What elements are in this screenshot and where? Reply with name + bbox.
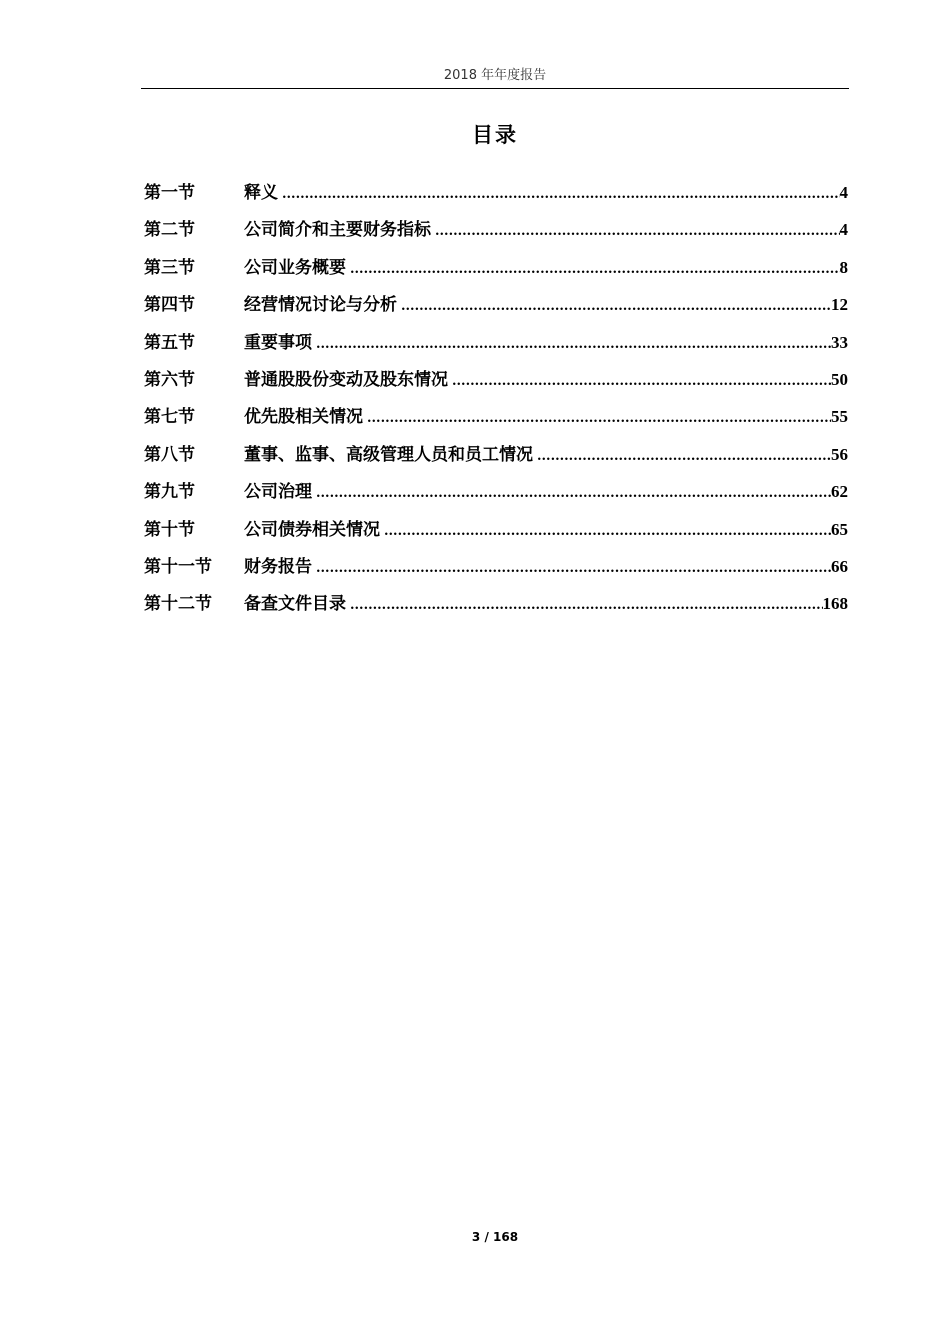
toc-page-number[interactable]: 12: [831, 295, 848, 315]
toc-section-number: 第三节: [144, 257, 195, 278]
toc-leader-dots: [350, 591, 823, 621]
toc-entry-7[interactable]: [144, 402, 848, 439]
toc-section-title[interactable]: 优先股相关情况: [244, 407, 363, 428]
page-footer: [0, 1230, 950, 1244]
toc-section-number: 第二节: [144, 220, 195, 241]
toc-entry-5[interactable]: [144, 328, 848, 365]
toc-page-number[interactable]: 33: [831, 332, 848, 352]
toc-section-number: 第一节: [144, 183, 195, 203]
toc-page-number[interactable]: 4: [839, 183, 848, 202]
toc-entry-12[interactable]: [144, 589, 848, 626]
toc-page-number[interactable]: 62: [831, 482, 848, 502]
toc-section-number: 第八节: [144, 444, 195, 465]
toc-page-number[interactable]: 56: [831, 444, 848, 464]
toc-entry-8[interactable]: [144, 440, 848, 477]
toc-entry-9[interactable]: [144, 477, 848, 514]
toc-entry-6[interactable]: [144, 365, 848, 402]
toc-entry-4[interactable]: [144, 290, 848, 327]
toc-leader-dots: [316, 479, 831, 509]
toc-leader-dots: [537, 442, 831, 472]
toc-leader-dots: [367, 404, 831, 434]
toc-leader-dots: [316, 330, 831, 360]
toc-section-title[interactable]: 经营情况讨论与分析: [244, 295, 397, 316]
toc-section-title[interactable]: 释义: [244, 183, 278, 203]
toc-section-number: 第十二节: [144, 594, 212, 615]
table-of-contents: [144, 178, 848, 627]
toc-entry-10[interactable]: [144, 515, 848, 552]
toc-page-number[interactable]: 55: [831, 407, 848, 427]
toc-page-number[interactable]: 65: [831, 519, 848, 539]
toc-leader-dots: [435, 217, 840, 247]
page-header: [141, 66, 849, 89]
toc-page-number[interactable]: 4: [839, 220, 848, 240]
page-indicator: 3 / 168: [471, 1230, 519, 1244]
toc-leader-dots: [350, 255, 840, 285]
toc-section-title[interactable]: 普通股股份变动及股东情况: [244, 369, 448, 390]
toc-section-title[interactable]: 备查文件目录: [244, 594, 346, 615]
toc-section-title[interactable]: 财务报告: [244, 556, 312, 577]
toc-page-number[interactable]: 66: [831, 556, 848, 576]
toc-section-number: 第十节: [144, 519, 195, 540]
toc-section-title[interactable]: 公司债券相关情况: [244, 519, 380, 540]
toc-section-number: 第五节: [144, 332, 195, 353]
toc-entry-3[interactable]: [144, 253, 848, 290]
toc-page-number[interactable]: 168: [822, 594, 848, 614]
toc-entry-2[interactable]: [144, 215, 848, 252]
toc-title: 目录: [472, 122, 518, 147]
toc-section-title[interactable]: 公司业务概要: [244, 257, 346, 278]
toc-section-title[interactable]: 公司简介和主要财务指标: [244, 220, 431, 241]
toc-page-number[interactable]: 8: [839, 257, 848, 277]
toc-section-number: 第九节: [144, 482, 195, 503]
toc-section-title[interactable]: 重要事项: [244, 332, 312, 353]
toc-leader-dots: [282, 180, 840, 210]
toc-leader-dots: [452, 367, 831, 397]
toc-entry-11[interactable]: [144, 552, 848, 589]
toc-section-title[interactable]: 董事、监事、高级管理人员和员工情况: [244, 444, 533, 465]
toc-section-title[interactable]: 公司治理: [244, 482, 312, 503]
report-title: 2018 年年度报告: [443, 68, 547, 83]
toc-page-number[interactable]: 50: [831, 369, 848, 389]
toc-leader-dots: [384, 517, 831, 547]
toc-section-number: 第六节: [144, 369, 195, 390]
toc-section-number: 第七节: [144, 407, 195, 428]
toc-leader-dots: [316, 554, 831, 584]
toc-leader-dots: [401, 292, 831, 322]
toc-entry-1[interactable]: [144, 178, 848, 215]
toc-section-number: 第四节: [144, 295, 195, 316]
toc-section-number: 第十一节: [144, 556, 212, 577]
